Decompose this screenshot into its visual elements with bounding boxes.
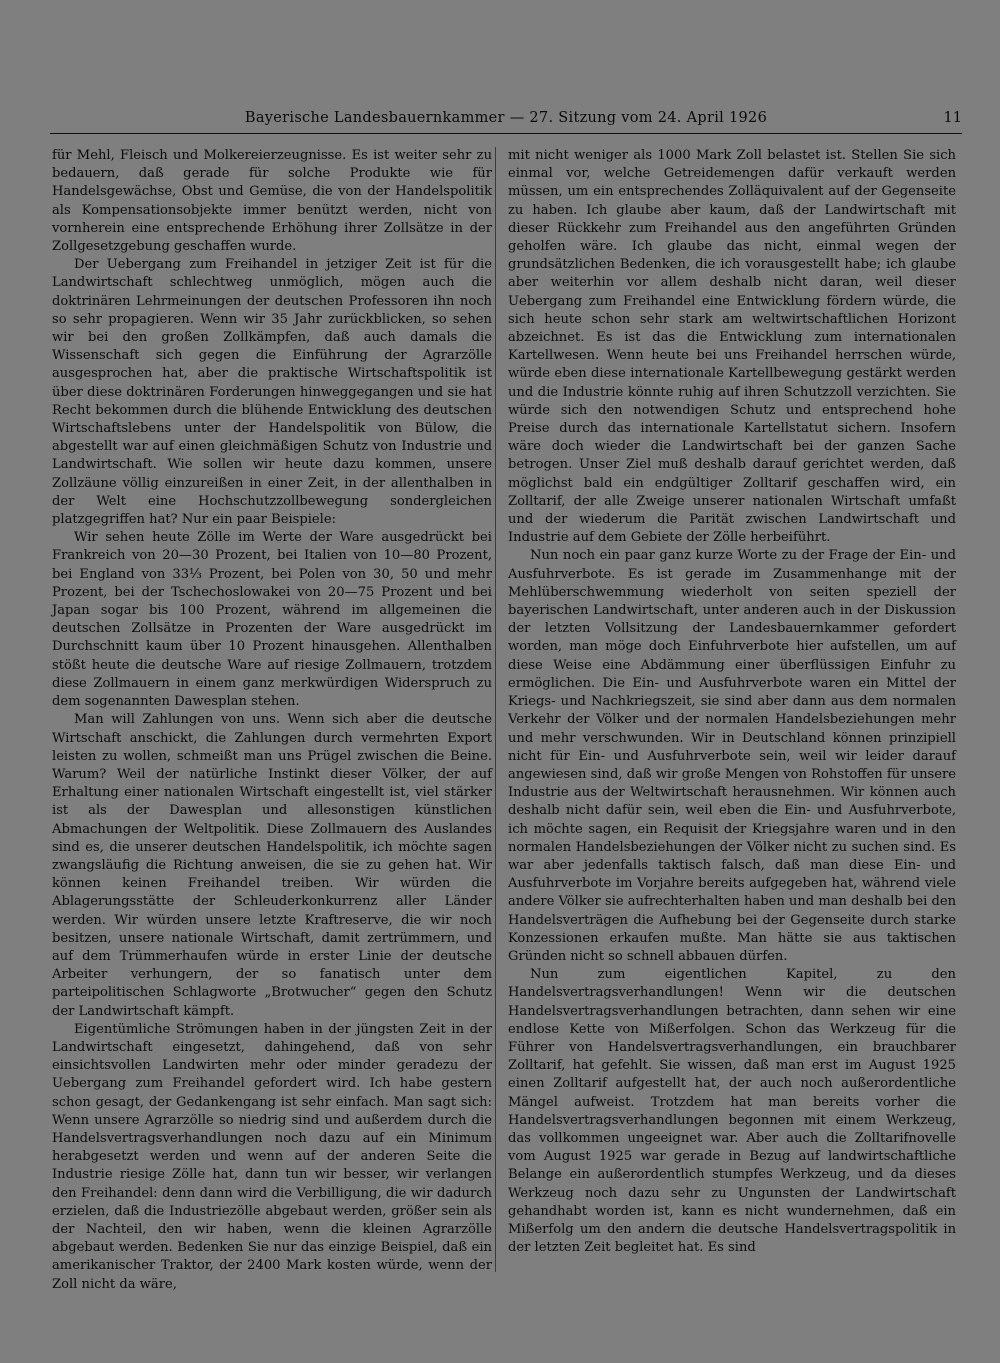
- paragraph: für Mehl, Fleisch und Molkereierzeugnisse. Es ist weiter sehr zu bedauern, daß gerade für solche Produkte wie für Handelsgewächse, Obst und Gemüse, die von der Handelspolitik als Kompensationsobjekte immer benützt werden, nicht von vornherein eine entsprechende Erhöhung ihrer Zollsätze in der Zollgesetzgebung geschaffen wurde.: [52, 148, 492, 255]
- column-divider: [495, 147, 496, 1272]
- running-title: Bayerische Landesbauernkammer — 27. Sitzung vom 24. April 1926: [244, 110, 768, 126]
- paragraph: Eigentümliche Strömungen haben in der jüngsten Zeit in der Landwirtschaft eingesetzt, dahingehend, daß von sehr einsichtsvollen Landwirten mehr oder minder geradezu der Uebergang zum Freihandel gefordert wird. Ich habe gestern schon gesagt, der Gedankengang ist sehr einfach. Man sagt sich: Wenn unsere Agrarzölle so niedrig sind und außerdem durch die Handelsvertragsverhandlungen noch dazu auf ein Minimum herabgesetzt werden und wenn auf der anderen Seite die Industrie riesige Zölle hat, dann tun wir besser, wir verlangen den Freihandel: denn dann wird die Verbilligung, die wir dadurch erzielen, daß die Industriezölle abgebaut werden, größer sein als der Nachteil, den wir haben, wenn die kleinen Agrarzölle abgebaut werden. Bedenken Sie nur das einzige Beispiel, daß ein amerikanischer Traktor, der 2400 Mark kosten würde, wenn der Zoll nicht da wäre,: [52, 1021, 492, 1292]
- paragraph: Man will Zahlungen von uns. Wenn sich aber die deutsche Wirtschaft anschickt, die Zahlungen durch vermehrten Export leisten zu wollen, schmeißt man uns Prügel zwischen die Beine. Warum? Weil der natürliche Instinkt dieser Völker, der auf Erhaltung einer nationalen Wirtschaft eingestellt ist, viel stärker ist als der Dawesplan und allesonstigen künstlichen Abmachungen der Weltpolitik. Diese Zollmauern des Auslandes sind es, die unserer deutschen Handelspolitik, ich möchte sagen zwangsläufig die Richtung anweisen, die sie zu gehen hat. Wir können keinen Freihandel treiben. Wir würden die Ablagerungsstätte der Schleuderkonkurrenz aller Länder werden. Wir würden unsere letzte Kraftreserve, die wir noch besitzen, unsere nationale Wirtschaft, damit zertrümmern, und auf dem Trümmerhaufen würde in erster Linie der deutsche Arbeiter verhungern, der so fanatisch unter dem parteipolitischen Schlagworte „Brotwucher“ gegen den Schutz der Landwirtschaft kämpft.: [52, 712, 492, 1019]
- paragraph: Nun noch ein paar ganz kurze Worte zu der Frage der Ein- und Ausfuhrverbote. Es ist gerade im Zusammenhange mit der Mehlüberschwemmung wiederholt von seiten speziell der bayerischen Landwirtschaft, unter anderen auch in der Diskussion der letzten Vollsitzung der Landesbauernkammer gefordert worden, man möge doch Einfuhrverbote hier aufstellen, um auf diese Weise eine Abdämmung einer überflüssigen Einfuhr zu ermöglichen. Die Ein- und Ausfuhrverbote waren ein Mittel der Kriegs- und Nachkriegszeit, sie sind aber dann aus dem normalen Verkehr der Völker und der normalen Handelsbeziehungen mehr und mehr verschwunden. Wir in Deutschland können prinzipiell nicht für Ein- und Ausfuhrverbote sein, weil wir leider darauf angewiesen sind, daß wir große Mengen von Rohstoffen für unsere Industrie aus der Weltwirtschaft herausnehmen. Wir können auch deshalb nicht dafür sein, weil eben die Ein- und Ausfuhrverbote, ich möchte sagen, ein Requisit der Kriegsjahre waren und in den normalen Handelsbeziehungen der Völker nicht zu suchen sind. Es war aber jedenfalls taktisch falsch, daß man diese Ein- und Ausfuhrverbote im Vorjahre bereits aufgegeben hat, während viele andere Völker sie aufrechterhalten haben und man deshalb bei den Handelsverträgen die Aufhebung bei der Gegenseite durch starke Konzessionen erkaufen mußte. Man hätte sie aus taktischen Gründen nicht so schnell abbauen dürfen.: [508, 548, 957, 964]
- header-rule: [50, 133, 962, 134]
- paragraph: Der Uebergang zum Freihandel in jetziger Zeit ist für die Landwirtschaft schlechtweg unmöglich, mögen auch die doktrinären Lehrmeinungen der deutschen Professoren ihn noch so sehr propagieren. Wenn wir 35 Jahr zurückblicken, so sehen wir bei den großen Zollkämpfen, daß auch damals die Wissenschaft sich gegen die Einführung der Agrarzölle ausgesprochen hat, aber die praktische Wirtschaftspolitik ist über diese doktrinären Forderungen hinweggegangen und sie hat Recht bekommen durch die blühende Entwicklung des deutschen Wirtschaftslebens unter der Handelspolitik von Bülow, die abgestellt war auf einen gleichmäßigen Schutz von Industrie und Landwirtschaft. Wie sollen wir heute dazu kommen, unsere Zollzäune völlig einzureißen in einer Zeit, in der allenthalben in der Welt eine Hochschutzzollbewegung sondergleichen platzgegriffen hat? Nur ein paar Beispiele:: [52, 257, 492, 528]
- left-column: [52, 147, 492, 1294]
- paragraph: Nun zum eigentlichen Kapitel, zu den Handelsvertragsverhandlungen! Wenn wir die deutschen Handelsvertragsverhandlungen betrachten, dann sehen wir eine endlose Kette von Mißerfolgen. Schon das Werkzeug für die Führer von Handelsvertragsverhandlungen, ein brauchbarer Zolltarif, hat gefehlt. Sie wissen, daß man erst im August 1925 einen Zolltarif aufgestellt hat, der auch noch außerordentliche Mängel aufweist. Trotzdem hat man bereits vorher die Handelsvertragsverhandlungen begonnen mit einem Werkzeug, das vollkommen ungeeignet war. Aber auch die Zolltarifnovelle vom August 1925 war gerade in Bezug auf landwirtschaftliche Belange ein außerordentlich stumpfes Werkzeug, und da dieses Werkzeug noch dazu sehr zu Ungunsten der Landwirtschaft gehandhabt worden ist, kann es nicht wundernehmen, daß ein Mißerfolg um den andern die deutsche Handelsvertragspolitik in der letzten Zeit begleitet hat. Es sind: [508, 967, 956, 1256]
- page-header: [50, 110, 962, 132]
- right-column: [508, 147, 956, 1257]
- paragraph: Wir sehen heute Zölle im Werte der Ware ausgedrückt bei Frankreich von 20—30 Prozent, bei Italien von 10—80 Prozent, bei England von 33⅓ Prozent, bei Polen von 30, 50 und mehr Prozent, bei der Tschechoslowakei von 20—75 Prozent und bei Japan sogar bis 100 Prozent, während im allgemeinen die deutschen Zollsätze in Prozenten der Ware ausgedrückt im Durchschnitt kaum über 10 Prozent hinausgehen. Allenthalben stößt heute die deutsche Ware auf riesige Zollmauern, trotzdem diese Zollmauern in einem ganz merkwürdigen Widerspruch zu dem sogenannten Dawesplan stehen.: [52, 530, 492, 710]
- page-number: 11: [943, 110, 962, 126]
- paragraph: mit nicht weniger als 1000 Mark Zoll belastet ist. Stellen Sie sich einmal vor, welche Getreidemengen dafür verkauft werden müssen, um ein entsprechendes Zolläquivalent auf der Gegenseite zu haben. Ich glaube aber kaum, daß der Landwirtschaft mit dieser Rückkehr zum Freihandel aus den angeführten Gründen geholfen wäre. Ich glaube das nicht, einmal wegen der grundsätzlichen Bedenken, die ich vorausgestellt habe; ich glaube aber weiterhin vor allem deshalb nicht daran, weil dieser Uebergang zum Freihandel eine Entwicklung fördern würde, die sich heute schon sehr stark am weltwirtschaftlichen Horizont abzeichnet. Es ist das die Entwicklung zum internationalen Kartellwesen. Wenn heute bei uns Freihandel herrschen würde, würde eben diese internationale Kartellbewegung gestärkt werden und die Industrie könnte ruhig auf ihren Schutzzoll verzichten. Sie würde sich den notwendigen Schutz und entsprechend hohe Preise durch das internationale Kartellstatut sichern. Insofern wäre doch wieder die Landwirtschaft bei der ganzen Sache betrogen. Unser Ziel muß deshalb darauf gerichtet werden, daß möglichst bald ein endgültiger Zolltarif geschaffen wird, ein Zolltarif, der alle Zweige unserer nationalen Wirtschaft umfaßt und der wiederum die Parität zwischen Landwirtschaft und Industrie auf dem Gebiete der Zölle herbeiführt.: [508, 148, 956, 546]
